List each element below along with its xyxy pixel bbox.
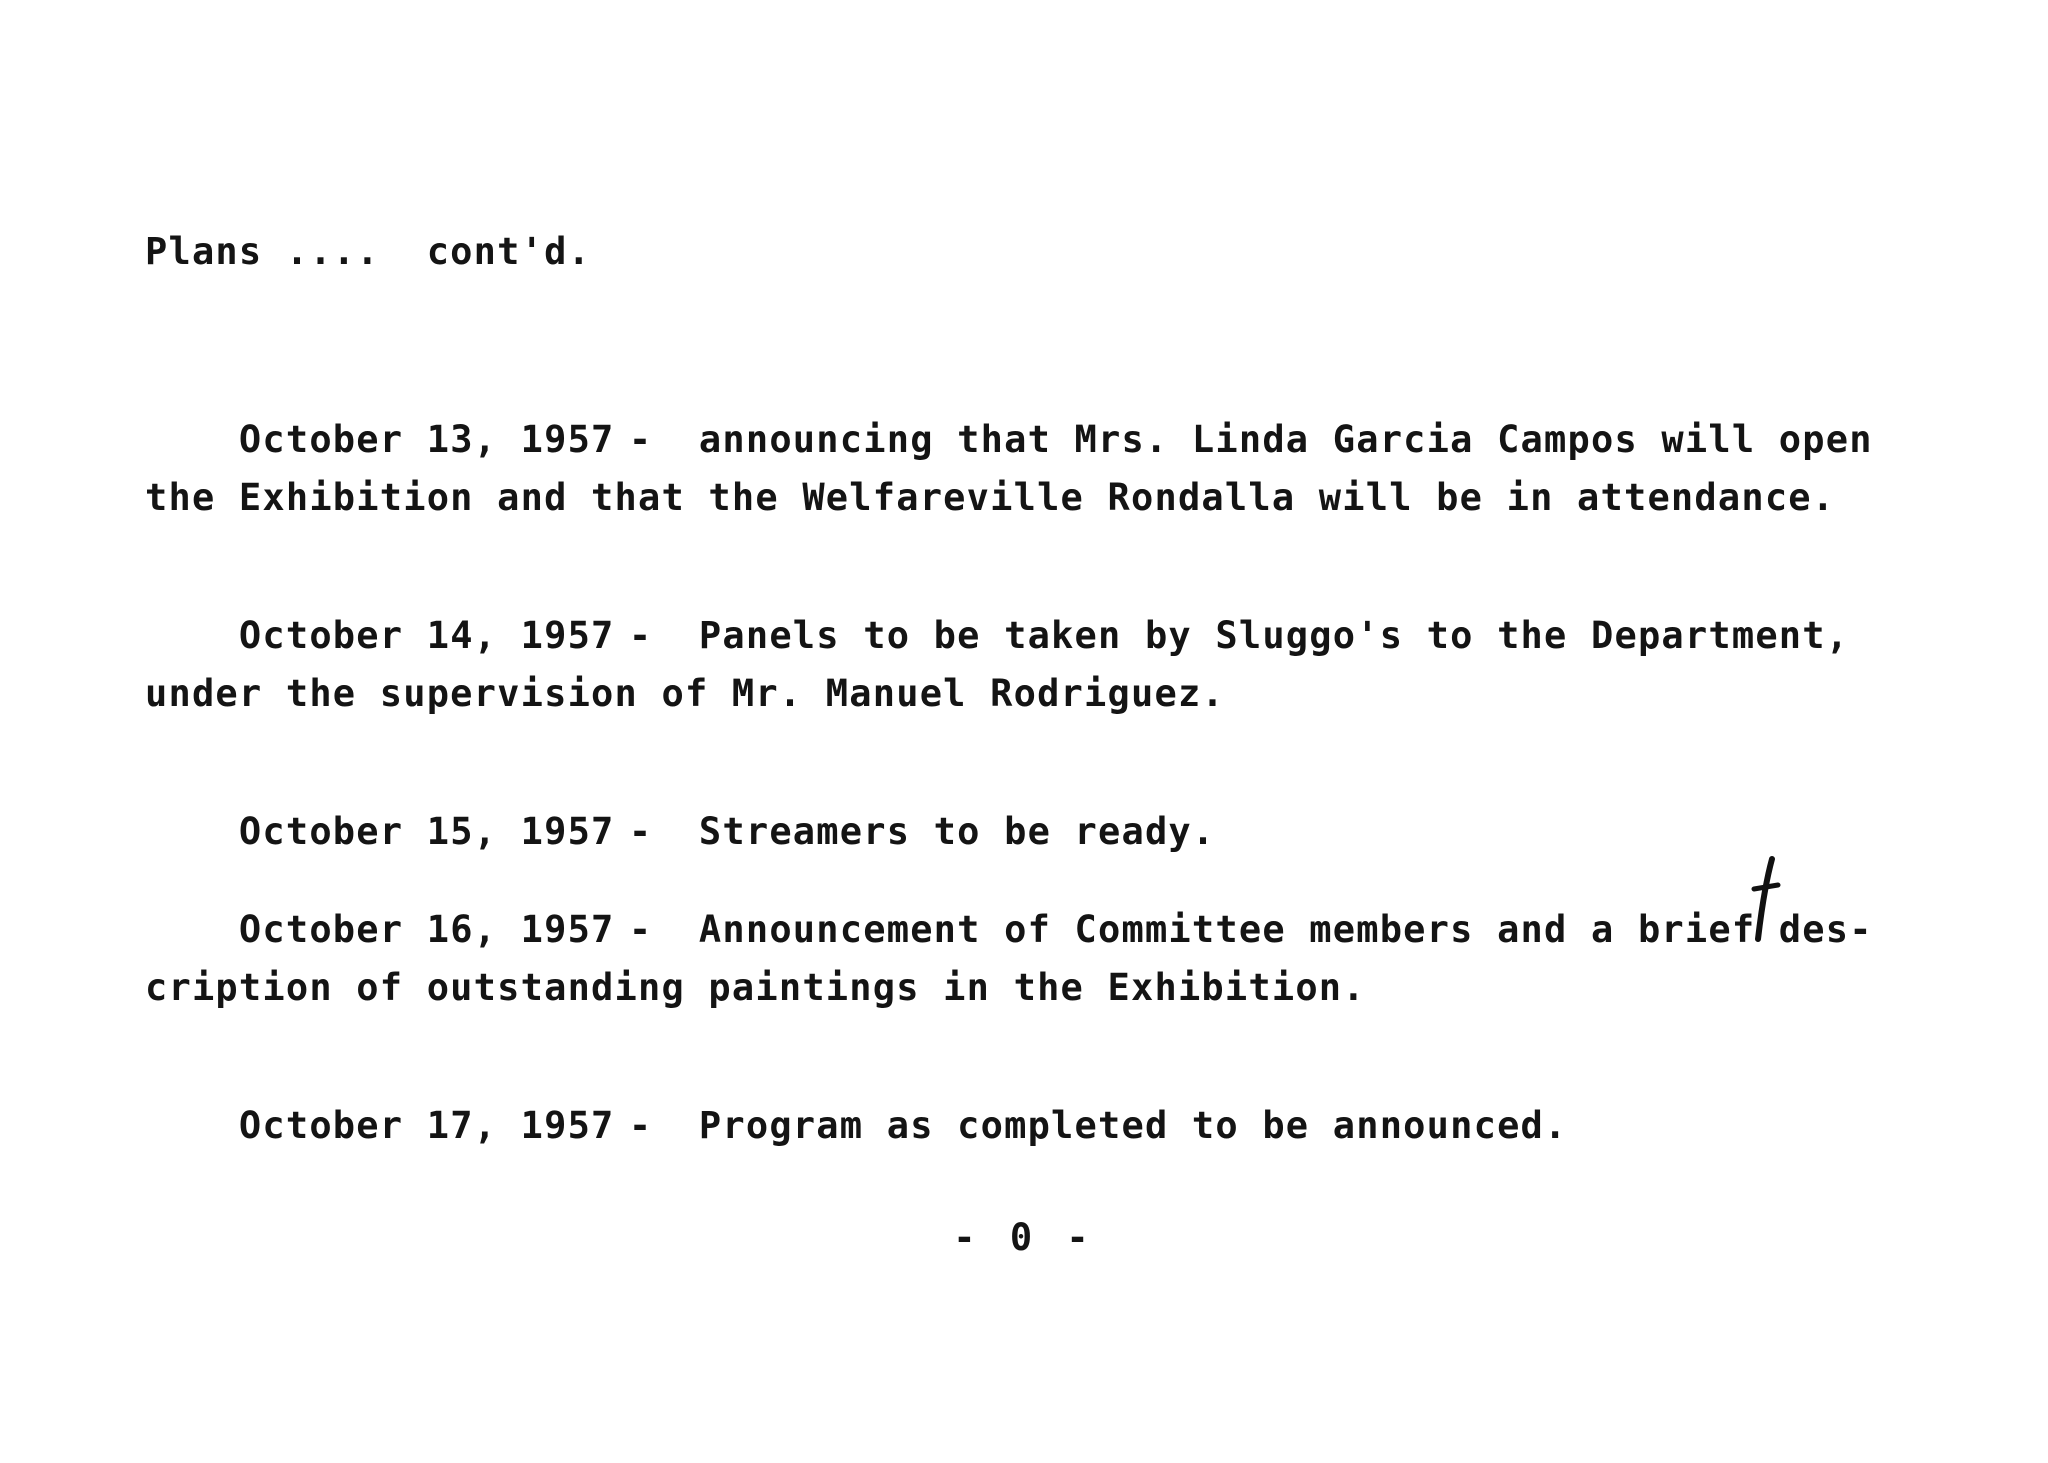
entry-text: Panels to be taken by Sluggo's to the Department, [698,614,1850,657]
entry-continuation: under the supervision of Mr. Manuel Rodriguez. [145,672,1225,715]
entry-date: October 17, 1957 [238,1104,615,1147]
entry-date: October 13, 1957 [238,418,615,461]
entry-continuation: the Exhibition and that the Welfareville Rondalla will be in attendance. [145,476,1836,519]
entry-date: October 16, 1957 [238,908,615,951]
entry-dash: - [628,418,653,461]
entry-text: Program as completed to be announced. [698,1104,1568,1147]
entry-date: October 14, 1957 [238,614,615,657]
entry-dash: - [628,908,653,951]
header-line: Plans .... cont'd. [145,230,592,273]
entry-line [145,1066,1568,1186]
entry-continuation: cription of outstanding paintings in the Exhibition. [145,966,1366,1009]
entry-dash: - [628,614,653,657]
entry-date: October 15, 1957 [238,810,615,853]
entry-dash: - [628,1104,653,1147]
entry-dash: - [628,810,653,853]
entry-text: Streamers to be ready. [698,810,1216,853]
entry-text: announcing that Mrs. Linda Garcia Campos will open [698,418,1873,461]
end-mark: - 0 - [953,1216,1095,1259]
entry-text: Announcement of Committee members and a brief des- [698,908,1873,951]
